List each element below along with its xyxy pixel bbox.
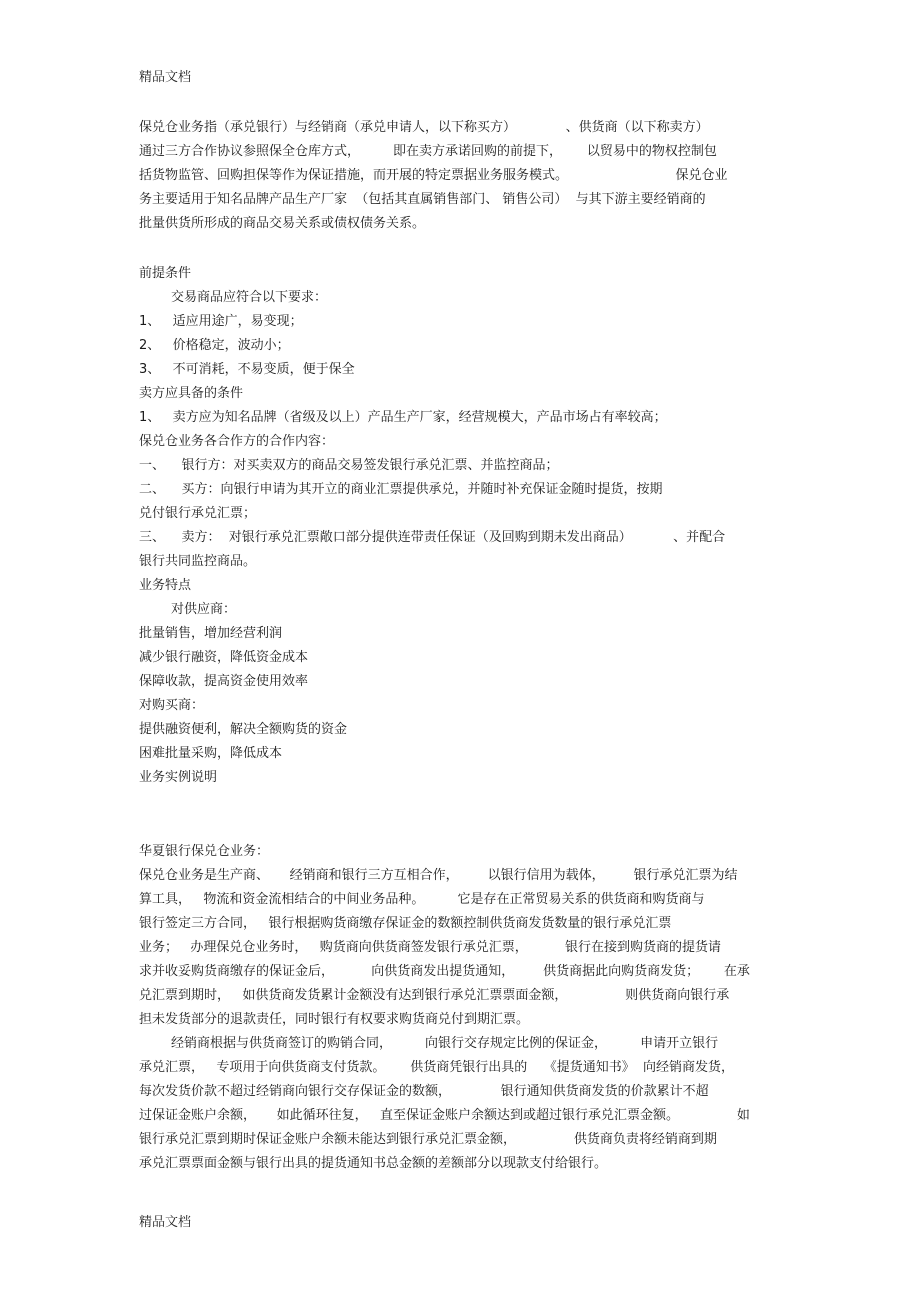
section-title: 保兑仓业务各合作方的合作内容： xyxy=(139,434,335,449)
text-line: 求并收妥购货商缴存的保证金后， 向供货商发出提货通知， 供货商据此向购货商发货； 在承 xyxy=(139,964,750,979)
text-line: 通过三方合作协议参照保全仓库方式， 即在卖方承诺回购的前提下， 以贸易中的物权控制包 xyxy=(139,144,717,159)
page-footer: 精品文档 xyxy=(139,1215,192,1230)
text-line: 对购买商： xyxy=(139,698,205,713)
list-item: 三、 卖方： 对银行承兑汇票敞口部分提供连带责任保证（及回购到期未发出商品） 、并配合 xyxy=(139,530,726,545)
text-line: 业务； 办理保兑仓业务时， 购货商向供货商签发银行承兑汇票， 银行在接到购货商的提货请 xyxy=(139,940,721,955)
list-item: 提供融资便利，解决全额购货的资金 xyxy=(139,722,348,737)
text-line: 经销商根据与供货商签订的购销合同， 向银行交存规定比例的保证金， 申请开立银行 xyxy=(171,1036,719,1051)
section-title: 前提条件 xyxy=(139,266,192,281)
text-line: 对供应商： xyxy=(171,602,237,617)
text-line: 兑汇票到期时， 如供货商发货累计金额没有达到银行承兑汇票票面金额， 则供货商向银行承 xyxy=(139,988,730,1003)
list-item: 一、 银行方：对买卖双方的商品交易签发银行承兑汇票、并监控商品； xyxy=(139,458,559,473)
text-line: 括货物监管、回购担保等作为保证措施，而开展的特定票据业务服务模式。 保兑仓业 xyxy=(139,168,728,183)
list-item: 困难批量采购，降低成本 xyxy=(139,746,283,761)
section-title: 卖方应具备的条件 xyxy=(139,386,244,401)
text-line: 过保证金账户余额， 如此循环往复， 直至保证金账户余额达到或超过银行承兑汇票金额。 如 xyxy=(139,1108,750,1123)
list-item: 二、 买方：向银行申请为其开立的商业汇票提供承兑，并随时补充保证金随时提货，按期 xyxy=(139,482,663,497)
text-line: 保兑仓业务指（承兑银行）与经销商（承兑申请人，以下称买方） 、供货商（以下称卖方） xyxy=(139,120,709,135)
list-item: 1、 卖方应为知名品牌（省级及以上）产品生产厂家，经营规模大，产品市场占有率较高； xyxy=(139,410,667,425)
list-item: 兑付银行承兑汇票； xyxy=(139,506,257,521)
text-line: 承兑汇票票面金额与银行出具的提货通知书总金额的差额部分以现款支付给银行。 xyxy=(139,1156,608,1171)
intro-paragraph xyxy=(139,116,779,236)
list-item: 3、 不可消耗，不易变质，便于保全 xyxy=(139,362,355,377)
text-line: 担未发货部分的退款责任，同时银行有权要求购货商兑付到期汇票。 xyxy=(139,1012,530,1027)
list-item: 批量销售，增加经营利润 xyxy=(139,626,283,641)
cooperation-section xyxy=(139,430,779,574)
text-line: 保兑仓业务是生产商、 经销商和银行三方互相合作， 以银行信用为载体， 银行承兑汇票为结 xyxy=(139,868,738,883)
text-line: 承兑汇票， 专项用于向供货商支付货款。 供货商凭银行出具的 《提货通知书》 向经销商发货， xyxy=(139,1060,734,1075)
text-line: 银行承兑汇票到期时保证金账户余额未能达到银行承兑汇票金额， 供货商负责将经销商到期 xyxy=(139,1132,717,1147)
list-item: 银行共同监控商品。 xyxy=(139,554,257,569)
list-item: 2、 价格稳定，波动小； xyxy=(139,338,290,353)
huaxia-section xyxy=(139,840,779,1176)
text-line: 务主要适用于知名品牌产品生产厂家 （包括其直属销售部门、 销售公司） 与其下游主要经销商的 xyxy=(139,192,706,207)
document-body xyxy=(139,116,779,1176)
list-item: 保障收款，提高资金使用效率 xyxy=(139,674,309,689)
section-title: 华夏银行保兑仓业务： xyxy=(139,844,270,859)
text-line: 每次发货价款不超过经销商向银行交存保证金的数额， 银行通知供货商发货的价款累计不超 xyxy=(139,1084,709,1099)
premise-section xyxy=(139,262,779,382)
page-header: 精品文档 xyxy=(139,70,192,85)
features-section xyxy=(139,574,779,790)
text-line: 批量供货所形成的商品交易关系或债权债务关系。 xyxy=(139,216,426,231)
text-line: 银行签定三方合同， 银行根据购货商缴存保证金的数额控制供货商发货数量的银行承兑汇票 xyxy=(139,916,672,931)
text-line: 算工具， 物流和资金流相结合的中间业务品种。 它是存在正常贸易关系的供货商和购货商与 xyxy=(139,892,705,907)
text-line: 交易商品应符合以下要求： xyxy=(171,290,328,305)
seller-conditions-section xyxy=(139,382,779,430)
list-item: 减少银行融资，降低资金成本 xyxy=(139,650,309,665)
list-item: 1、 适应用途广，易变现； xyxy=(139,314,303,329)
section-title: 业务特点 xyxy=(139,578,192,593)
section-title: 业务实例说明 xyxy=(139,770,218,785)
